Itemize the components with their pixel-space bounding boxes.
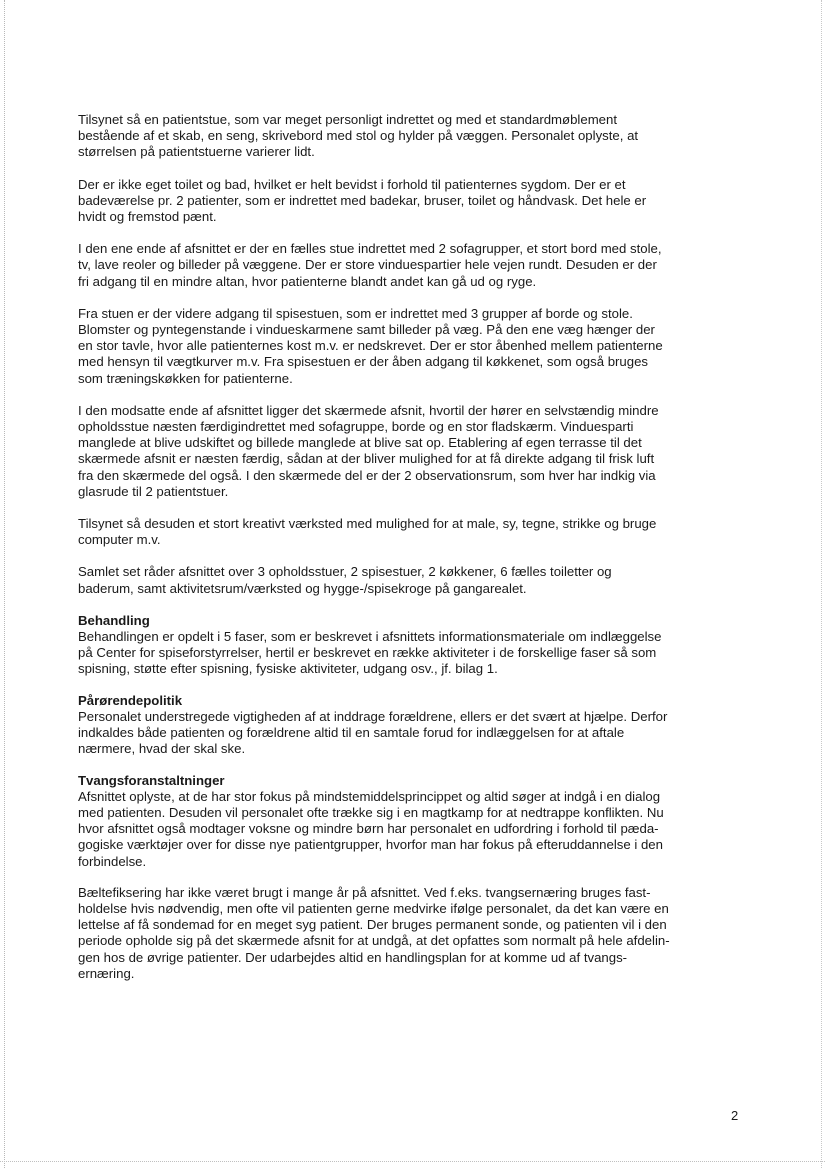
page-edge-right xyxy=(821,0,822,1168)
paragraph-dining-room: Fra stuen er der videre adgang til spisestuen, som er indrettet med 3 grupper af borde og stole. Blomster og pyntegenstande i vindueskarmene samt billeder på væg. På den ene væg hænger der en stor tavle, hvor alle patienternes kost m.v. er nedskrevet. Der er stor åbenhed mellem patienterne med hensyn til vægtkurver m.v. Fra spisestuen er der åben adgang til køkkenet, som også bruges som træningskøkken for patienterne. xyxy=(78,305,663,386)
paragraph-common-room: I den ene ende af afsnittet er der en fælles stue indrettet med 2 sofagrupper, et stort bord med stole, tv, lave reoler og billeder på væggene. Der er store vinduespartier hele vejen rundt. Desuden er der fri adgang til en mindre altan, hvor patienterne blandt andet kan gå ud og ryge. xyxy=(78,241,662,289)
paragraph-patient-room: Tilsynet så en patientstue, som var meget personligt indrettet og med et standardmøblement bestående af et skab, en seng, skrivebord med stol og hylder på væggen. Personalet oplyste, at størrelsen på patientstuerne varierer lidt. xyxy=(78,112,639,160)
section-body: Afsnittet oplyste, at de har stor fokus på mindstemiddelsprincippet og altid søger at indgå i en dialog med patienten. Desuden vil personalet ofte trække sig i en magtkamp for at nedtrappe konflikten. Nu hvor afsnittet også modtager voksne og mindre børn har personalet en udfordring i forhold til pæda- gogiske værktøjer over for disse nye patientgrupper, hvorfor man har fokus på efteruddannelse i den forbindelse. xyxy=(78,788,664,869)
paragraph-workshop: Tilsynet så desuden et stort kreativt værksted med mulighed for at male, sy, tegne, strikke og bruge computer m.v. xyxy=(78,516,657,548)
page-edge-bottom xyxy=(0,1161,825,1162)
paragraph-secluded-unit: I den modsatte ende af afsnittet ligger det skærmede afsnit, hvortil der hører en selvstændig mindre opholdsstue næsten færdigindrettet med sofagruppe, borde og en stor fladskærm. Vinduesparti manglede at blive udskiftet og billede manglede at blive sat op. Etablering af egen terrasse til det skærmede afsnit er næsten færdig, sådan at der bliver mulighed for at få direkte adgang til frisk luft fra den skærmede del også. I den skærmede del er der 2 observationsrum, som hver har indkig via glasrude til 2 patientstuer. xyxy=(78,402,659,499)
section-body: Behandlingen er opdelt i 5 faser, som er beskrevet i afsnittets informationsmateriale om indlæggelse på Center for spiseforstyrrelser, hertil er beskrevet en række aktiviteter i de forskellige faser så som spisning, støtte efter spisning, fysiske aktiviteter, udgang osv., jf. bilag 1. xyxy=(78,629,662,677)
section-body: Personalet understregede vigtigheden af at inddrage forældrene, ellers er det svært at hjælpe. Derfor indkaldes både patienten og forældrene altid til en samtale forud for indlæggelsen for at aftale nærmere, hvad der skal ske. xyxy=(78,708,668,757)
section-relatives-policy xyxy=(78,693,700,758)
page-edge-left xyxy=(4,0,5,1168)
paragraph-summary: Samlet set råder afsnittet over 3 opholdsstuer, 2 spisestuer, 2 køkkener, 6 fælles toiletter og baderum, samt aktivitetsrum/værksted og hygge-/spisekroge på gangarealet. xyxy=(78,564,612,596)
paragraph-toilet-bath: Der er ikke eget toilet og bad, hvilket er helt bevidst i forhold til patienternes sygdom. Der er et badeværelse pr. 2 patienter, som er indrettet med badekar, bruser, toilet og håndvask. Det hele er hvidt og fremstod pænt. xyxy=(78,176,647,225)
section-coercive-measures xyxy=(78,773,700,982)
document-body xyxy=(78,112,700,997)
section-heading: Tvangsforanstaltninger xyxy=(78,772,225,788)
section-heading: Pårørendepolitik xyxy=(78,692,183,708)
section-heading: Behandling xyxy=(78,612,150,628)
page-number: 2 xyxy=(731,1108,739,1123)
section-body-continued: Bæltefiksering har ikke været brugt i mange år på afsnittet. Ved f.eks. tvangsernæring bruges fast- holdelse hvis nødvendig, men ofte vil patienten gerne medvirke ifølge personalet, da det kan være en lettelse af få sondemad for en meget syg patient. Der bruges permanent sonde, og patienten vil i den periode opholde sig på det skærmede afsnit for at undgå, at det opfattes som normalt på hele afdelin- gen hos de øvrige patienter. Der udarbejdes altid en handlingsplan for at komme ud af tvangs- ernæring. xyxy=(78,884,670,981)
section-treatment xyxy=(78,613,700,678)
